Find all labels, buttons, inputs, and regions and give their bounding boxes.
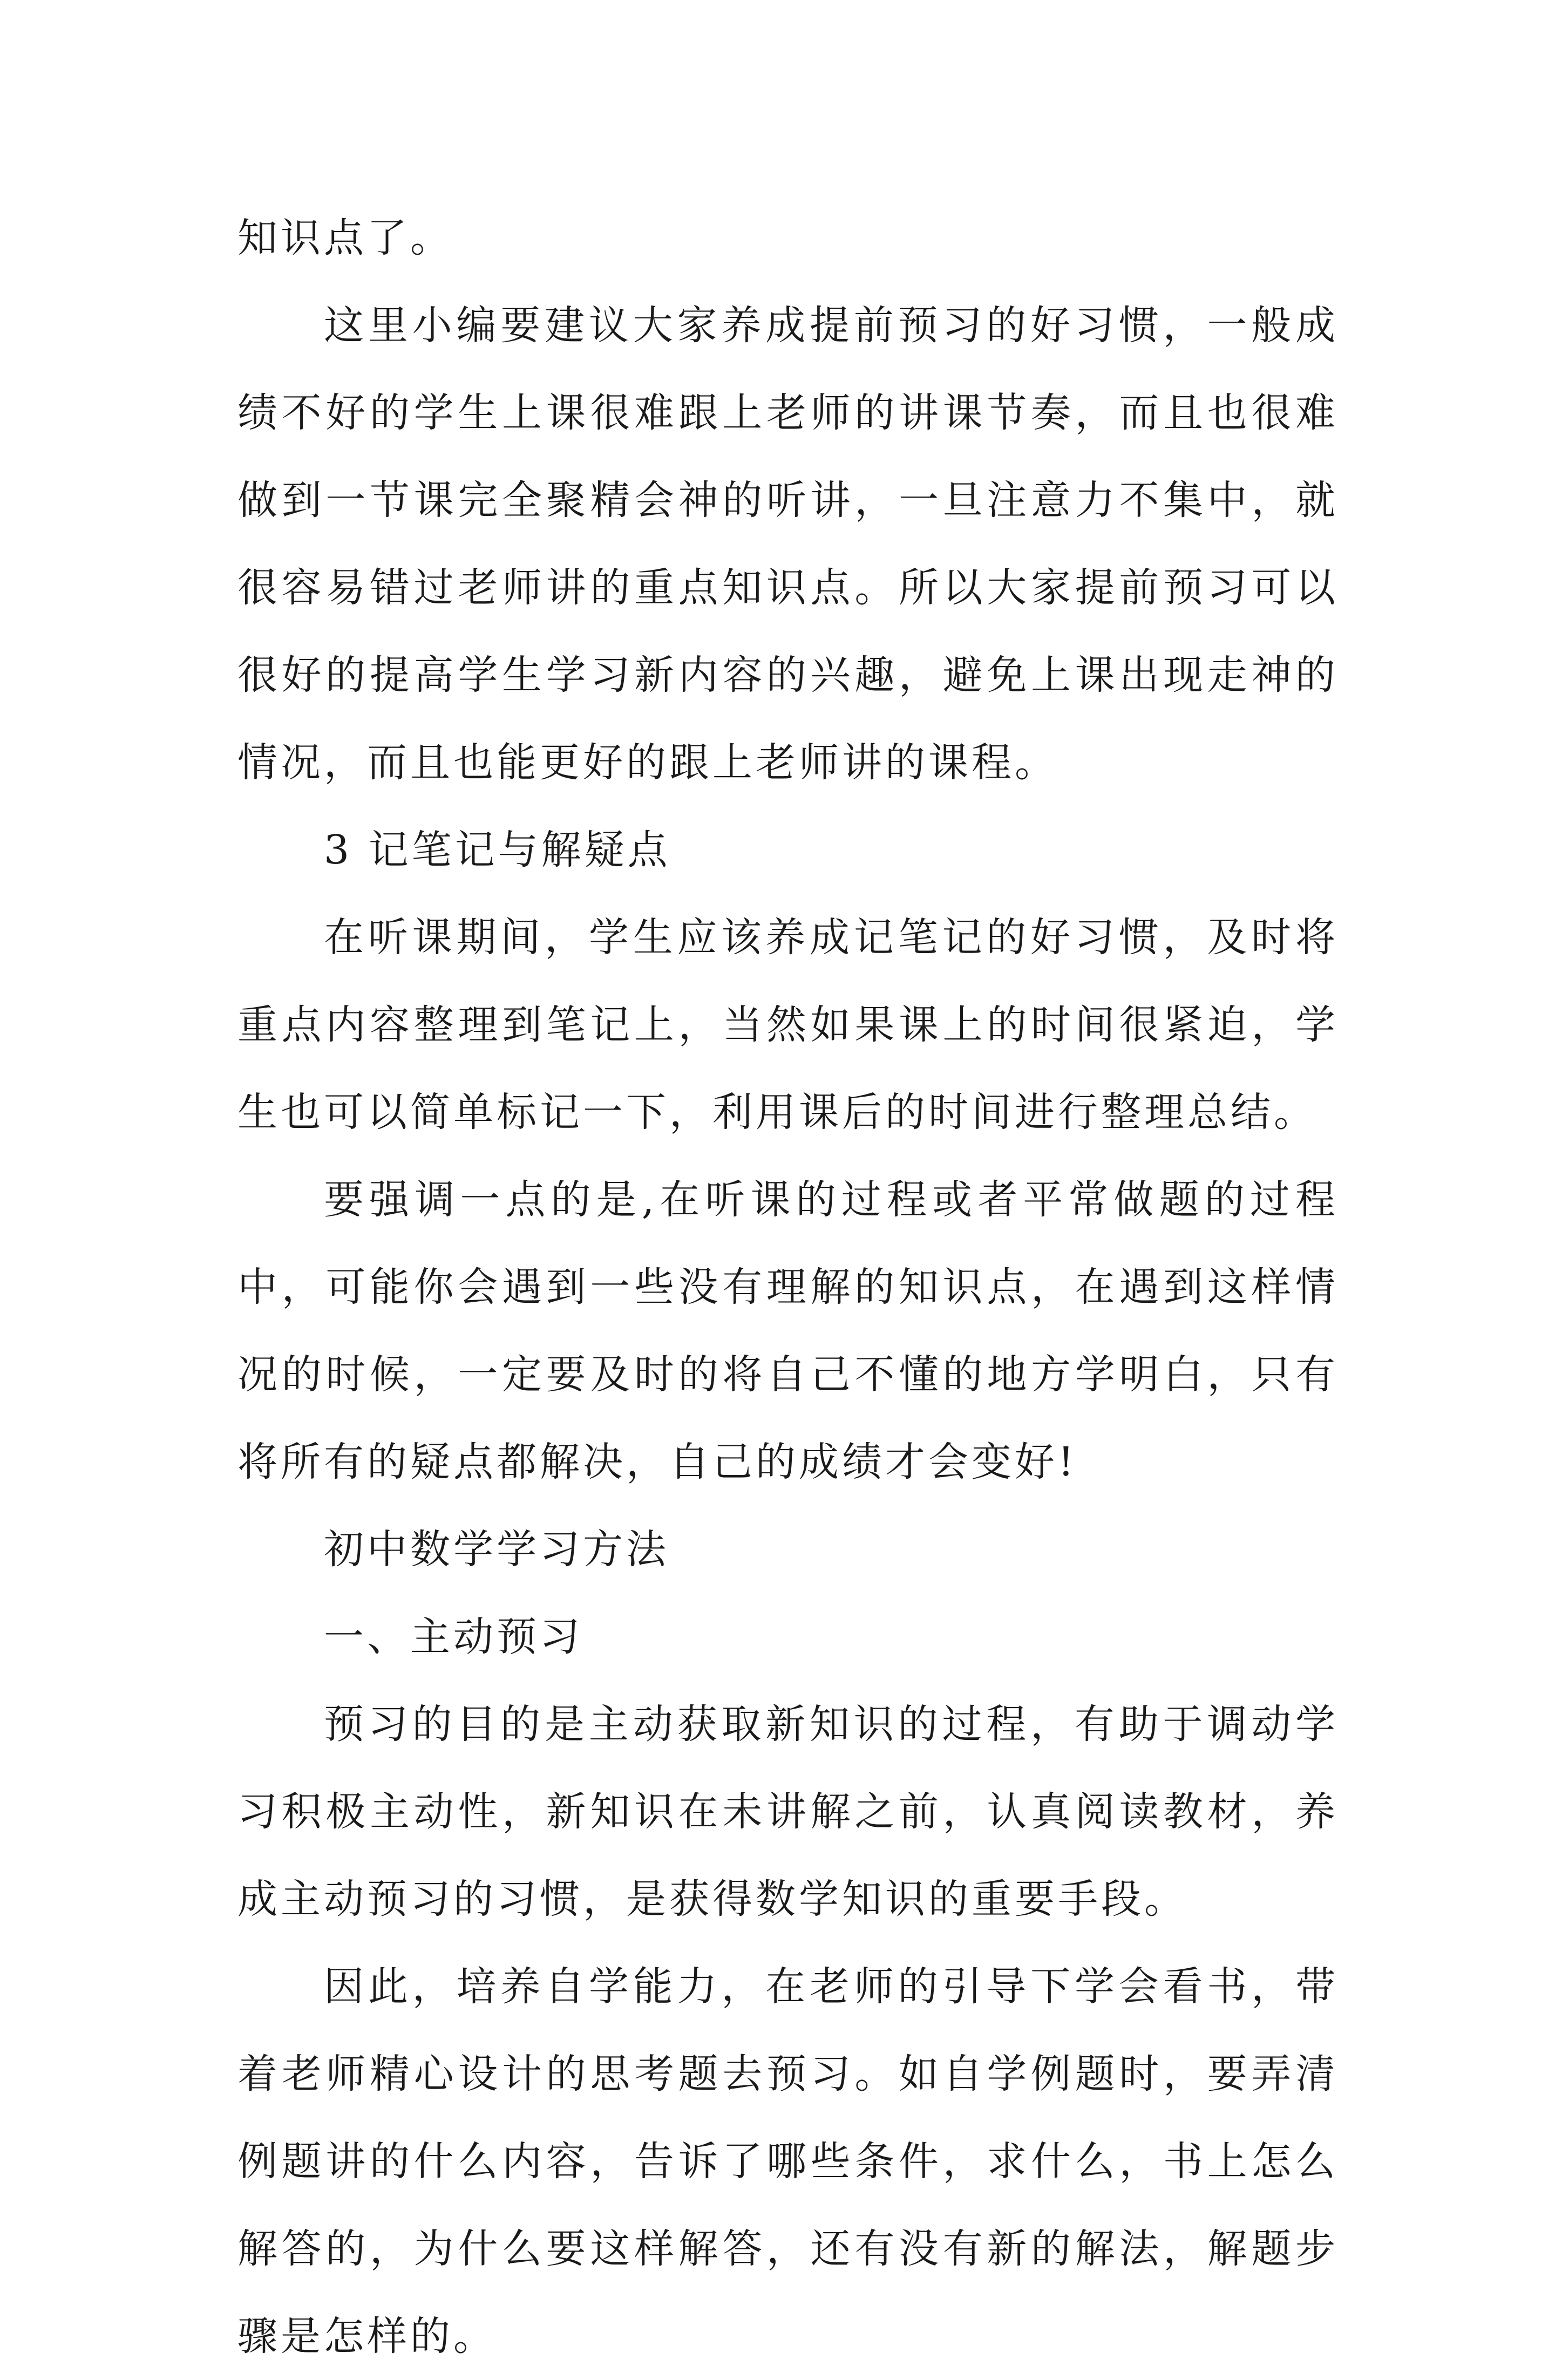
document-body [237, 194, 1339, 2380]
paragraph-preview-advice: 这里小编要建议大家养成提前预习的好习惯，一般成绩不好的学生上课很难跟上老师的讲课节奏，而且也很难做到一节课完全聚精会神的听讲，一旦注意力不集中，就很容易错过老师讲的重点知识点。所以大家提前预习可以很好的提高学生学习新内容的兴趣，避免上课出现走神的情况，而且也能更好的跟上老师讲的课程。 [237, 302, 1339, 786]
paragraph-note-taking: 在听课期间，学生应该养成记笔记的好习惯，及时将重点内容整理到笔记上，当然如果课上的时间很紧迫，学生也可以简单标记一下，利用课后的时间进行整理总结。 [237, 914, 1339, 1135]
paragraph-preview-purpose: 预习的目的是主动获取新知识的过程，有助于调动学习积极主动性，新知识在未讲解之前，认真阅读教材，养成主动预习的习惯，是获得数学知识的重要手段。 [237, 1701, 1339, 1922]
paragraph-self-study: 因此，培养自学能力，在老师的引导下学会看书，带着老师精心设计的思考题去预习。如自学例题时，要弄清例题讲的什么内容，告诉了哪些条件，求什么，书上怎么解答的，为什么要这样解答，还有没有新的解法，解题步骤是怎样的。 [237, 1963, 1339, 2359]
section-heading-notes: 3 记笔记与解疑点 [324, 827, 671, 873]
section-heading-math-methods: 初中数学学习方法 [324, 1526, 669, 1573]
subheading-active-preview: 一、主动预习 [324, 1614, 583, 1660]
paragraph-doubts: 要强调一点的是,在听课的过程或者平常做题的过程中，可能你会遇到一些没有理解的知识点，在遇到这样情况的时候，一定要及时的将自己不懂的地方学明白，只有将所有的疑点都解决，自己的成绩才会变好! [237, 1177, 1339, 1485]
paragraph-continuation: 知识点了。 [237, 215, 453, 261]
